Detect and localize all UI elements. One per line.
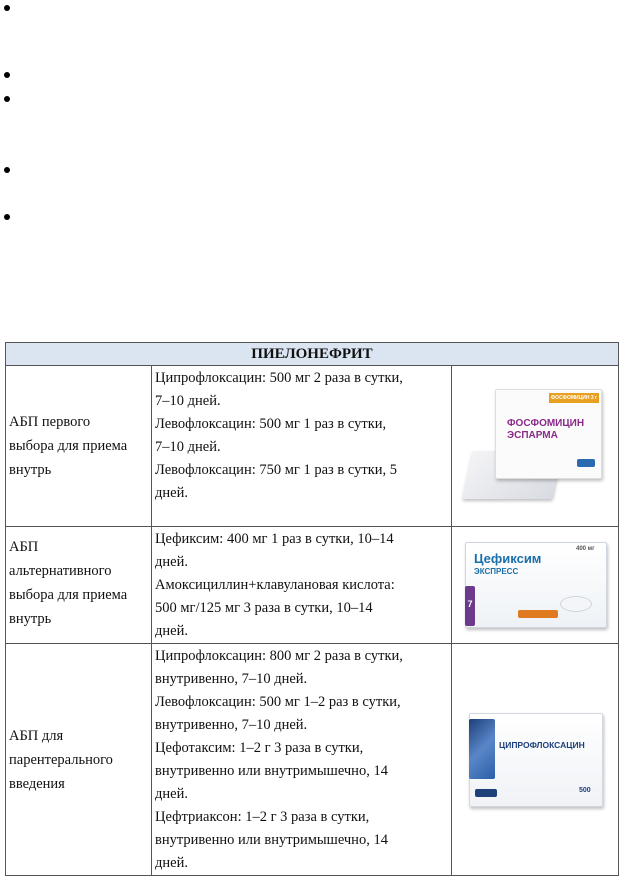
product-name-line: ЦИПРОФЛОКСАЦИН	[499, 739, 585, 750]
promo-band	[518, 610, 558, 618]
product-name-line: ЭСПАРМА	[507, 430, 558, 441]
tablet-shape	[560, 596, 592, 612]
dosage-line: дней.	[155, 855, 188, 871]
pyelonephritis-table-wrapper	[5, 342, 618, 876]
dosage-line: 500 мг/125 мг 3 раза в сутки, 10–14	[155, 600, 373, 616]
row-label-parenteral	[6, 644, 152, 876]
dosage-line: Ципрофлоксацин: 500 мг 2 раза в сутки,	[155, 370, 403, 386]
dosage-line: 7–10 дней.	[155, 393, 221, 409]
dosage-line: Левофлоксацин: 500 мг 1–2 раз в сутки,	[155, 694, 401, 710]
bullet-marker	[4, 96, 10, 102]
bullet-list	[0, 0, 60, 300]
bullet-marker	[4, 5, 10, 11]
dose-band: ФОСФОМИЦИН 3 г	[550, 395, 598, 401]
ciprofloxacin-package-image	[465, 705, 605, 810]
label-line: парентерального	[9, 751, 113, 768]
product-name-line: ФОСФОМИЦИН	[507, 418, 585, 429]
dosage-line: Левофлоксацин: 500 мг 1 раз в сутки,	[155, 416, 387, 432]
tablet-count: 7	[467, 598, 473, 609]
pattern-panel	[469, 719, 495, 779]
product-image-cell	[452, 527, 619, 644]
product-name-line: Цефиксим	[474, 550, 542, 566]
product-image-cell	[452, 644, 619, 876]
dosage-line: Амоксициллин+клавулановая кислота:	[155, 577, 395, 593]
manufacturer-logo	[577, 459, 595, 467]
label-line: АБП	[9, 539, 39, 555]
table-row	[6, 366, 619, 527]
bullet-marker	[4, 167, 10, 173]
dosage-line: Цефотаксим: 1–2 г 3 раза в сутки,	[155, 740, 364, 756]
label-line: внутрь	[9, 462, 52, 478]
table-title: ПИЕЛОНЕФРИТ	[6, 343, 619, 366]
fosfomycin-package-image	[465, 381, 605, 506]
cefixime-package-image	[460, 538, 610, 628]
dosage-line: внутривенно или внутримышечно, 14	[155, 832, 388, 848]
dosage-line: дней.	[155, 786, 188, 802]
dosage-line: внутривенно, 7–10 дней.	[155, 671, 308, 687]
table-row	[6, 527, 619, 644]
label-line: выбора для приема	[9, 587, 128, 603]
bullet-marker	[4, 214, 10, 220]
dosage-cell	[152, 366, 452, 527]
label-line: альтернативного	[9, 563, 112, 579]
label-line: выбора для приема	[9, 438, 128, 454]
row-label-alternative-choice	[6, 527, 152, 644]
dosage-cell	[152, 527, 452, 644]
product-image-cell	[452, 366, 619, 527]
label-line: внутрь	[9, 611, 52, 627]
dosage-line: внутривенно, 7–10 дней.	[155, 717, 308, 733]
dosage-line: дней.	[155, 554, 188, 570]
dosage-line: Цефиксим: 400 мг 1 раз в сутки, 10–14	[155, 531, 394, 547]
row-label-first-choice	[6, 366, 152, 527]
bullet-marker	[4, 72, 10, 78]
manufacturer-logo	[475, 789, 497, 797]
table-row	[6, 644, 619, 876]
dosage-line: Левофлоксацин: 750 мг 1 раз в сутки, 5	[155, 462, 397, 478]
dosage-line: дней.	[155, 623, 188, 639]
table-header-row	[6, 343, 619, 366]
dosage-line: 7–10 дней.	[155, 439, 221, 455]
dose-label: 500	[579, 786, 591, 794]
dosage-cell	[152, 644, 452, 876]
dosage-line: дней.	[155, 485, 188, 501]
dosage-line: Цефтриаксон: 1–2 г 3 раза в сутки,	[155, 809, 370, 825]
dosage-line: внутривенно или внутримышечно, 14	[155, 763, 388, 779]
corner-dose: 400 мг	[576, 545, 595, 552]
pyelonephritis-table	[5, 342, 619, 876]
label-line: АБП первого	[9, 414, 91, 430]
product-name-line: ЭКСПРЕСС	[474, 566, 519, 576]
label-line: введения	[9, 775, 65, 792]
dosage-line: Ципрофлоксацин: 800 мг 2 раза в сутки,	[155, 648, 403, 664]
label-line: АБП для	[9, 727, 64, 744]
